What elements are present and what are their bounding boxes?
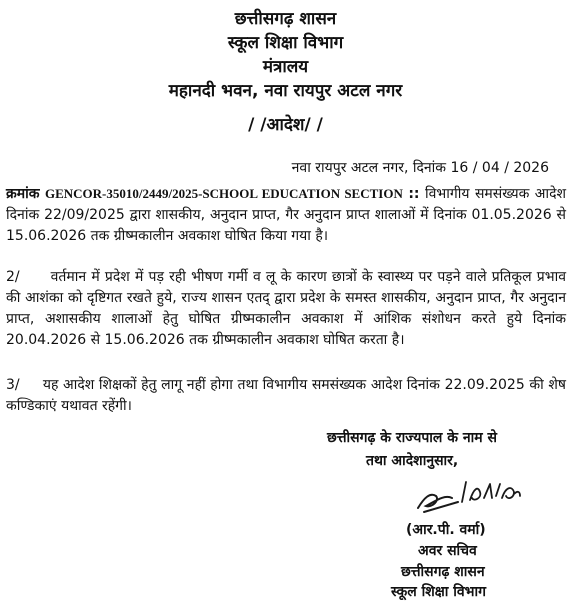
- paragraph-3-text: यह आदेश शिक्षकों हेतु लागू नहीं होगा तथा विभागीय समसंख्यक आदेश दिनांक 22.09.2025 की शेष कण्डिकाएं यथावत रहेंगी।: [6, 377, 566, 414]
- handwritten-signature: [414, 478, 524, 518]
- header-government: छत्तीसगढ़ शासन: [234, 9, 337, 29]
- paragraph-1-text: विभागीय समसंख्यक आदेश दिनांक 22/09/2025 द्वारा शासकीय, अनुदान प्राप्त, गैर अनुदान प्राप्त शालाओं में दिनांक 01.05.2026 से 15.06.2026 तक ग्रीष्मकालीन अवकाश घोषित किया गया है।: [6, 186, 567, 244]
- header-department: स्कूल शिक्षा विभाग: [227, 33, 344, 53]
- order-number-prefix: क्रमांक: [6, 186, 40, 202]
- paragraph-2-text: वर्तमान में प्रदेश में पड़ रही भीषण गर्मी व लू के कारण छात्रों के स्वास्थ्य पर पड़ने वाले प्रतिकूल प्रभाव की आशंका को दृष्टिगत रखते हुये, राज्य शासन एतद् द्वारा प्रदेश के समस्त शासकीय, अनुदान प्राप्त, गैर अनुदान प्राप्त, अशासकीय शालाओं हेतु घोषित ग्रीष्मकालीन अवकाश में आंशिक संशोधन करते हुये दिनांक 20.04.2026 से 15.06.2026 तक ग्रीष्मकालीन अवकाश घोषित करता है।: [6, 269, 566, 348]
- signatory-designation: अवर सचिव: [418, 543, 477, 559]
- signatory-name: (आर.पी. वर्मा): [406, 522, 486, 538]
- paragraph-1: [6, 183, 566, 247]
- date-line: नवा रायपुर अटल नगर, दिनांक 16 / 04 / 2026: [291, 160, 549, 176]
- paragraph-3-number: 3/: [6, 377, 20, 393]
- authority-line-1: छत्तीसगढ़ के राज्यपाल के नाम से: [327, 430, 497, 446]
- order-title: / /आदेश/ /: [248, 115, 323, 135]
- paragraph-2: [6, 267, 566, 351]
- paragraph-3: [6, 375, 566, 417]
- order-reference: GENCOR-35010/2449/2025-SCHOOL EDUCATION SECTION: [44, 186, 403, 201]
- signatory-office-1: छत्तीसगढ़ शासन: [401, 564, 485, 580]
- paragraph-2-number: 2/: [6, 269, 20, 285]
- header-ministry: मंत्रालय: [262, 57, 309, 77]
- signatory-office-2: स्कूल शिक्षा विभाग: [391, 584, 487, 600]
- header-address: महानदी भवन, नवा रायपुर अटल नगर: [168, 81, 403, 101]
- authority-line-2: तथा आदेशानुसार,: [366, 453, 459, 469]
- reference-separator: ::: [408, 186, 420, 202]
